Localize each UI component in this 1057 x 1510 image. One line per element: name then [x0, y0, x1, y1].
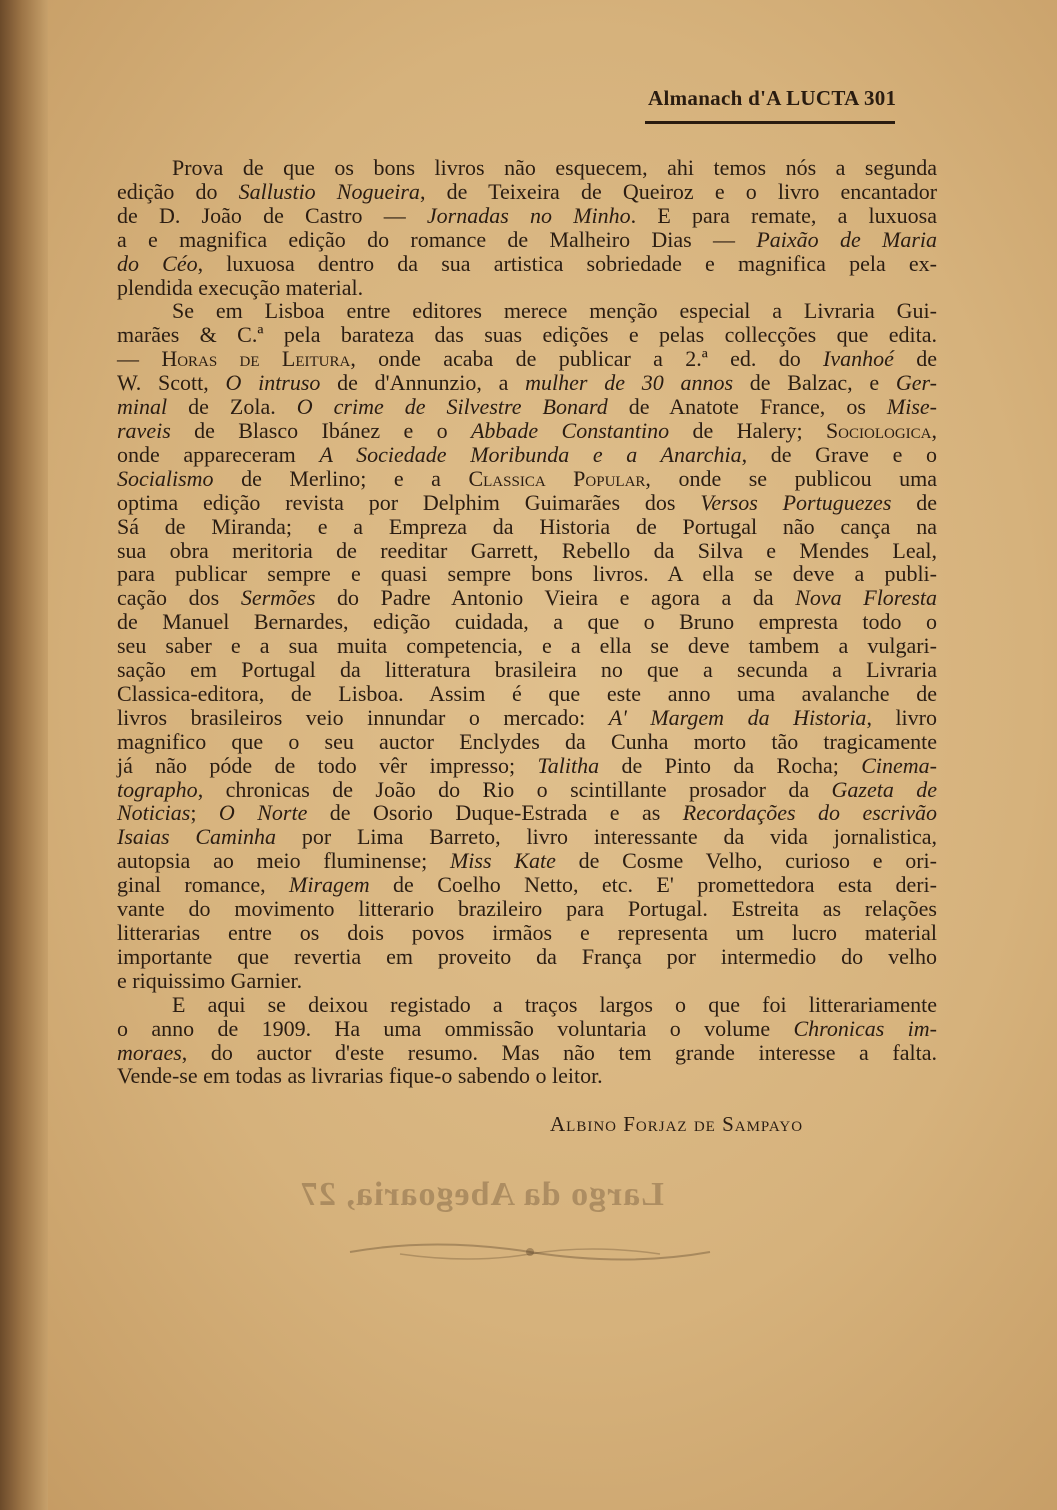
italic-title: Socialismo [117, 465, 214, 491]
text-line [117, 825, 937, 849]
text-run: de Coelho Netto, etc. E' promettedora esta deri- [369, 872, 937, 898]
text-run: já não póde de todo vêr impresso; [117, 752, 538, 778]
text-run: onde appareceram [117, 441, 320, 467]
italic-title: Ivanhoé [823, 346, 894, 372]
text-line [117, 921, 937, 945]
italic-title: do Céo [117, 250, 198, 276]
italic-title: moraes [117, 1039, 182, 1065]
text-line [117, 682, 937, 706]
text-line [117, 1064, 937, 1088]
author-signature: Albino Forjaz de Sampayo [550, 1112, 804, 1136]
text-line [117, 467, 937, 491]
text-run: para publicar sempre e quasi sempre bons livros. A ella se deve a publi- [117, 561, 937, 587]
text-line [117, 371, 937, 395]
italic-title: A Sociedade Moribunda e a Anarchia [319, 441, 742, 467]
text-run: , do auctor d'este resumo. Mas não tem grande interesse a falta. [181, 1039, 937, 1065]
italic-title: Recordações do escrivão [682, 800, 937, 826]
italic-title: Isaias Caminha [117, 824, 277, 850]
text-line [117, 849, 937, 873]
text-run: edição do [117, 178, 239, 204]
italic-title: Mise- [886, 394, 937, 420]
small-caps-text: Classica Popular [468, 465, 646, 491]
text-line [117, 323, 937, 347]
text-line [117, 299, 937, 323]
italic-title: Noticias [117, 800, 191, 826]
article-body [117, 156, 937, 1088]
text-run: por Lima Barreto, livro interessante da vida jornalistica, [276, 824, 937, 850]
text-line [117, 969, 937, 993]
text-run: do Padre Antonio Vieira e agora a da [315, 585, 796, 611]
italic-title: A' Margem da Historia [608, 704, 867, 730]
text-run: , livro [866, 704, 937, 730]
text-line [117, 347, 937, 371]
text-line [117, 562, 937, 586]
text-run: de d'Annunzio, a [320, 370, 526, 396]
text-run: . E para remate, a luxuosa [630, 202, 937, 228]
italic-title: O intruso [225, 370, 321, 396]
text-run: , de Teixeira de Queiroz e o livro encantador [419, 178, 938, 204]
text-run: de Merlino; e a [213, 465, 469, 491]
text-run: de [891, 489, 938, 515]
italic-title: Paixão de Maria [756, 226, 937, 252]
italic-title: O Norte [218, 800, 308, 826]
italic-title: minal [117, 394, 168, 420]
italic-title: O crime de Silvestre Bonard [296, 394, 608, 420]
text-run: , onde se publicou uma [645, 465, 937, 491]
italic-title: Abbade Constantino [470, 417, 670, 443]
text-run: autopsia ao meio fluminense; [117, 848, 450, 874]
small-caps-text: Horas de Leitura [161, 346, 351, 372]
text-run: de Anatote France, os [607, 394, 887, 420]
text-line [117, 1041, 937, 1065]
text-run: ; [190, 800, 219, 826]
text-line [117, 491, 937, 515]
paragraph [117, 993, 937, 1089]
italic-title: raveis [117, 417, 171, 443]
italic-title: Versos Portuguezes [700, 489, 892, 515]
text-run: optima edição revista por Delphim Guimarães dos [117, 489, 701, 515]
text-line [117, 156, 937, 180]
text-line [117, 634, 937, 658]
text-run: Prova de que os bons livros não esquecem, ahi temos nós a segunda [172, 155, 937, 180]
page-number: 301 [863, 86, 897, 110]
text-run: o anno de 1909. Ha uma ommissão voluntaria o volume [117, 1015, 794, 1041]
text-run: e riquissimo Garnier. [117, 967, 303, 993]
italic-title: Miragem [289, 872, 370, 898]
text-run: de Balzac, e [733, 370, 896, 396]
text-line [117, 993, 937, 1017]
text-line [117, 610, 937, 634]
text-run: de Cosme Velho, curioso e ori- [555, 848, 937, 874]
running-title: Almanach d'A LUCTA [648, 86, 859, 110]
page-binding-edge [0, 0, 48, 1510]
italic-title: Nova Floresta [795, 585, 937, 611]
italic-title: Gazeta de [831, 776, 937, 802]
text-run: Classica-editora, de Lisboa. Assim é que este anno uma avalanche de [117, 680, 937, 706]
text-line [117, 873, 937, 897]
text-run: cação dos [117, 585, 241, 611]
text-run: marães & C.ª pela barateza das suas edições e pelas collecções que edita. [117, 322, 937, 348]
text-line [117, 658, 937, 682]
text-run: , onde acaba de publicar a 2.ª ed. do [350, 346, 824, 372]
ornament-divider-icon [340, 1232, 720, 1272]
italic-title: Cinema- [861, 752, 937, 778]
text-line [117, 539, 937, 563]
text-run: a e magnifica edição do romance de Malheiro Dias — [117, 226, 757, 252]
text-line [117, 252, 937, 276]
text-line [117, 801, 937, 825]
text-run: , chronicas de João do Rio o scintillante prosador da [197, 776, 832, 802]
text-run: livros brasileiros veio innundar o mercado: [117, 704, 609, 730]
text-run: plendida execução material. [117, 274, 364, 300]
text-line [117, 443, 937, 467]
running-header [648, 86, 896, 111]
text-run: de Osorio Duque-Estrada e as [307, 800, 683, 826]
text-line [117, 897, 937, 921]
text-line [117, 276, 937, 300]
text-run: ginal romance, [117, 872, 289, 898]
text-run: , de Grave e o [741, 441, 937, 467]
italic-title: Chronicas im- [793, 1015, 938, 1041]
text-line [117, 1017, 937, 1041]
text-line [117, 228, 937, 252]
text-line [117, 945, 937, 969]
small-caps-text: Sociologica, [825, 417, 937, 443]
text-line [117, 586, 937, 610]
text-run: Se em Lisboa entre editores merece menção especial a Livraria Gui- [172, 298, 937, 324]
italic-title: Jornadas no Minho [426, 202, 631, 228]
text-run: , luxuosa dentro da sua artistica sobriedade e magnifica pela ex- [197, 250, 937, 276]
text-run: de [893, 346, 937, 372]
italic-title: Sallustio Nogueira [238, 178, 420, 204]
text-run: vante do movimento litterario brazileiro para Portugal. Estreita as relações [117, 896, 937, 922]
text-line [117, 730, 937, 754]
text-line [117, 515, 937, 539]
text-run: sação em Portugal da litteratura brasileira no que a secunda a Livraria [117, 657, 937, 683]
text-line [117, 180, 937, 204]
italic-title: Ger- [895, 370, 937, 396]
header-rule [645, 121, 895, 124]
text-run: Vende-se em todas as livrarias fique-o sabendo o leitor. [117, 1063, 603, 1089]
text-run: — [117, 346, 162, 372]
text-run: W. Scott, [117, 370, 226, 396]
text-line [117, 778, 937, 802]
bleed-through-text: Largo da Abegoaria, 27 [300, 1176, 664, 1213]
text-run: E aqui se deixou registado a traços largos o que foi litterariamente [172, 991, 937, 1017]
italic-title: tographo [117, 776, 198, 802]
text-line [117, 419, 937, 443]
text-line [117, 754, 937, 778]
text-run: litterarias entre os dois povos irmãos e representa um lucro material [117, 920, 937, 945]
text-run: Sá de Miranda; e a Empreza da Historia de Portugal não cança na [117, 513, 937, 539]
italic-title: Sermões [240, 585, 316, 611]
paragraph [117, 156, 937, 299]
text-run: de Pinto da Rocha; [599, 752, 862, 778]
italic-title: mulher de 30 annos [525, 370, 734, 396]
text-run: de Blasco Ibánez e o [170, 417, 471, 443]
text-run: sua obra meritoria de reeditar Garrett, Rebello da Silva e Mendes Leal, [117, 537, 937, 563]
paragraph [117, 299, 937, 992]
text-run: importante que revertia em proveito da França por intermedio do velho [117, 943, 937, 969]
italic-title: Talitha [537, 752, 600, 778]
text-line [117, 204, 937, 228]
text-run: de Manuel Bernardes, edição cuidada, a que o Bruno empresta todo o [117, 609, 937, 635]
text-line [117, 706, 937, 730]
text-run: seu saber e a sua muita competencia, e a ella se deve tambem a vulgari- [117, 633, 937, 659]
text-run: magnifico que o seu auctor Enclydes da Cunha morto tão tragicamente [117, 728, 937, 754]
italic-title: Miss Kate [449, 848, 556, 874]
text-run: de D. João de Castro — [117, 202, 427, 228]
text-run: de Zola. [167, 394, 297, 420]
text-run: de Halery; [669, 417, 826, 443]
text-line [117, 395, 937, 419]
